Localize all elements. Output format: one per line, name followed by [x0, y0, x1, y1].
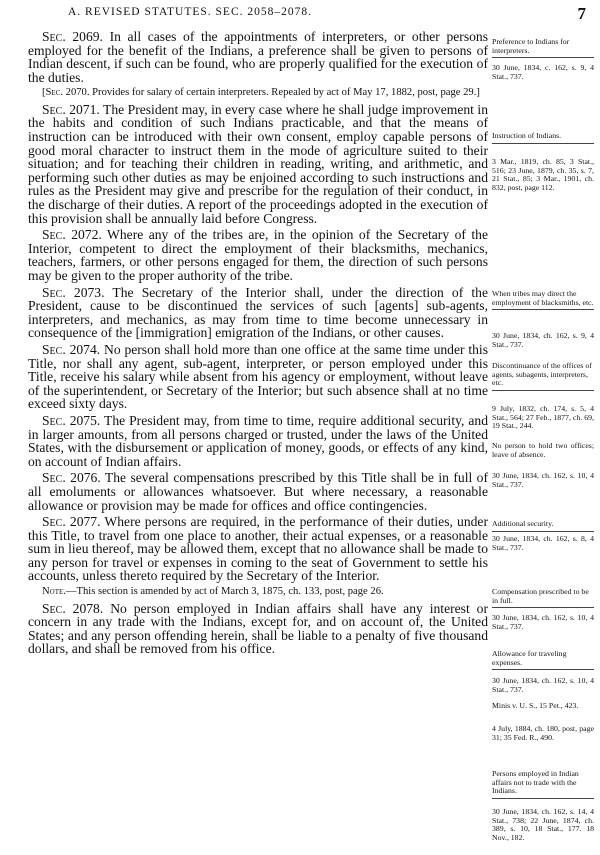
section-text: Provides for salary of certain interpreters. Repealed by act of May 17, 1882, post, page 29.] — [92, 87, 480, 99]
section-2069 — [28, 30, 488, 84]
section-2077 — [28, 515, 488, 583]
section-text: No person shall hold more than one office at the same time under this Title, nor shall any agent, sub-agent, interpreter, or person employed under this Title, receive his salary while absent from his agency or employment, without leave of the superintendent, or Secretary of the Interior; but such absence shall at no time exceed sixty days. — [28, 341, 488, 412]
section-2075 — [28, 414, 488, 468]
page-header — [28, 6, 590, 24]
margin-citation: 30 June, 1834, ch. 162, s. 10, 4 Stat., 737. — [492, 471, 594, 489]
section-text: The Secretary of the Interior shall, under the direction of the President, cause to be discontinued the services of such [agents] sub-agents, interpreters, and mechanics, as may from time to time become unnecessary in consequence of the [immigration] emigration of the Indians, or other causes. — [28, 284, 488, 341]
note-label: Note.— — [42, 586, 77, 598]
section-label: Sec. 2072. — [42, 227, 102, 243]
section-label: Sec. 2074. — [42, 341, 101, 357]
section-label: Sec. 2069. — [42, 29, 103, 44]
section-2076 — [28, 471, 488, 512]
section-label: Sec. 2076. — [42, 470, 101, 486]
page-number: 7 — [577, 4, 586, 23]
note-text: This section is amended by act of March 3, 1875, ch. 133, post, page 26. — [76, 586, 384, 598]
margin-citation: 30 June, 1834, c. 162, s. 9, 4 Stat., 737. — [492, 63, 594, 81]
section-2070-bracketed — [28, 87, 488, 99]
section-text: The several compensations prescribed by this Title shall be in full of all emoluments or allowances whatsoever. But where necessary, a reasonable allowance or provision may be made for offices and office contingencies. — [28, 470, 488, 513]
section-label: Sec. 2077. — [42, 514, 101, 530]
main-text-column — [28, 30, 488, 659]
section-2078 — [28, 602, 488, 656]
margin-heading: No person to hold two offices; leave of absence. — [492, 441, 594, 459]
margin-heading: Allowance for traveling expenses. — [492, 650, 594, 670]
section-label: Sec. 2073. — [42, 284, 105, 300]
margin-citation: Minis v. U. S., 15 Pet., 423. — [492, 701, 579, 710]
section-text: Where any of the tribes are, in the opinion of the Secretary of the Interior, competent to direct the employment of their blacksmiths, mechanics, teachers, farmers, or other persons engaged for them, the direction of such persons may be given to the proper authority of the tribe. — [28, 227, 488, 283]
section-label: Sec. 2075. — [42, 412, 101, 428]
section-2072 — [28, 228, 488, 282]
margin-citation: 9 July, 1832, ch. 174, s. 5, 4 Stat., 564; 27 Feb., 1877, ch. 69, 19 Stat., 244. — [492, 404, 594, 431]
margin-citation: 30 June, 1834, ch. 162, s. 8, 4 Stat., 737. — [492, 534, 594, 552]
margin-citation: 30 June, 1834, ch. 162, s. 10, 4 Stat., 737. — [492, 676, 594, 694]
margin-citation: 4 July, 1884, ch. 180, post, page 31; 35 Fed. R., 490. — [492, 724, 594, 742]
section-text: The President may, from time to time, require additional security, and in larger amounts, from all persons charged or trusted, under the laws of the United States, with the disbursement or application of money, goods, or effects of any kind, on account of Indian affairs. — [28, 412, 489, 469]
margin-heading: Instruction of Indians. — [492, 132, 594, 144]
margin-citation: 3 Mar., 1819, ch. 85, 3 Stat., 516; 23 June, 1879, ch. 35, s. 7, 21 Stat., 85; 3 Mar., 1901, ch. 832, post, page 112. — [492, 157, 594, 192]
margin-citation: 30 June, 1834, ch. 162, s. 14, 4 Stat., 738; 22 June, 1874, ch. 389, s. 10, 18 Stat., 177. 18 Nov., 182. — [492, 807, 594, 842]
section-label: Sec. 2071. — [42, 101, 100, 117]
margin-citation: 30 June, 1834, ch. 162, s. 10, 4 Stat., 737. — [492, 613, 594, 631]
section-text: The President may, in every case where he shall judge improvement in the habits and condition of such Indians practicable, and that the means of instruction can be introduced with their own consent, employ capable persons of good moral character to instruct them in the mode of agriculture suited to their situation; and for teaching their children in reading, writing, and arithmetic, and performing such other duties as may be enjoined according to such instructions and rules as the President may give and prescribe for the regulation of their conduct, in the discharge of their duties. A report of the proceedings adopted in the execution of this provision shall be annually laid before Congress. — [28, 101, 488, 226]
margin-heading: Additional security. — [492, 520, 594, 532]
margin-heading: Compensation prescribed to be in full. — [492, 588, 594, 608]
running-head: A. REVISED STATUTES. SEC. 2058–2078. — [68, 6, 313, 18]
margin-heading: Discontinuance of the offices of agents, subagents, interpreters, etc. — [492, 362, 594, 391]
section-text: Where persons are required, in the performance of their duties, under this Title, to travel from one place to another, their actual expenses, or a reasonable sum in lieu thereof, may be allowed them, except that no allowance shall be made to any person for travel or expenses in coming to the seat of Government to settle his accounts, unless thereto required by the Secretary of the Interior. — [28, 514, 488, 584]
section-text: No person employed in Indian affairs shall have any interest or concern in any trade with the Indians, except for, and on account of, the United States; and any person offending herein, shall be liable to a penalty of five thousand dollars, and shall be removed from his office. — [28, 600, 488, 657]
section-2071 — [28, 103, 488, 225]
margin-citation: 30 June, 1834, ch. 162, s. 9, 4 Stat., 737. — [492, 331, 594, 349]
section-label: Sec. 2078. — [42, 600, 104, 616]
section-2074 — [28, 343, 488, 411]
margin-heading: When tribes may direct the employment of blacksmiths, etc. — [492, 290, 594, 310]
section-text: In all cases of the appointments of interpreters, or other persons employed for the benefit of the Indians, a preference shall be given to persons of Indian descent, if such can be found, who are properly qualified for the execution of the duties. — [28, 29, 488, 85]
margin-heading: Preference to Indians for interpreters. — [492, 38, 594, 58]
section-label: [Sec. 2070. — [42, 87, 90, 99]
margin-heading: Persons employed in Indian affairs not to trade with the Indians. — [492, 770, 594, 799]
amendment-note — [28, 586, 488, 598]
section-2073 — [28, 286, 488, 340]
